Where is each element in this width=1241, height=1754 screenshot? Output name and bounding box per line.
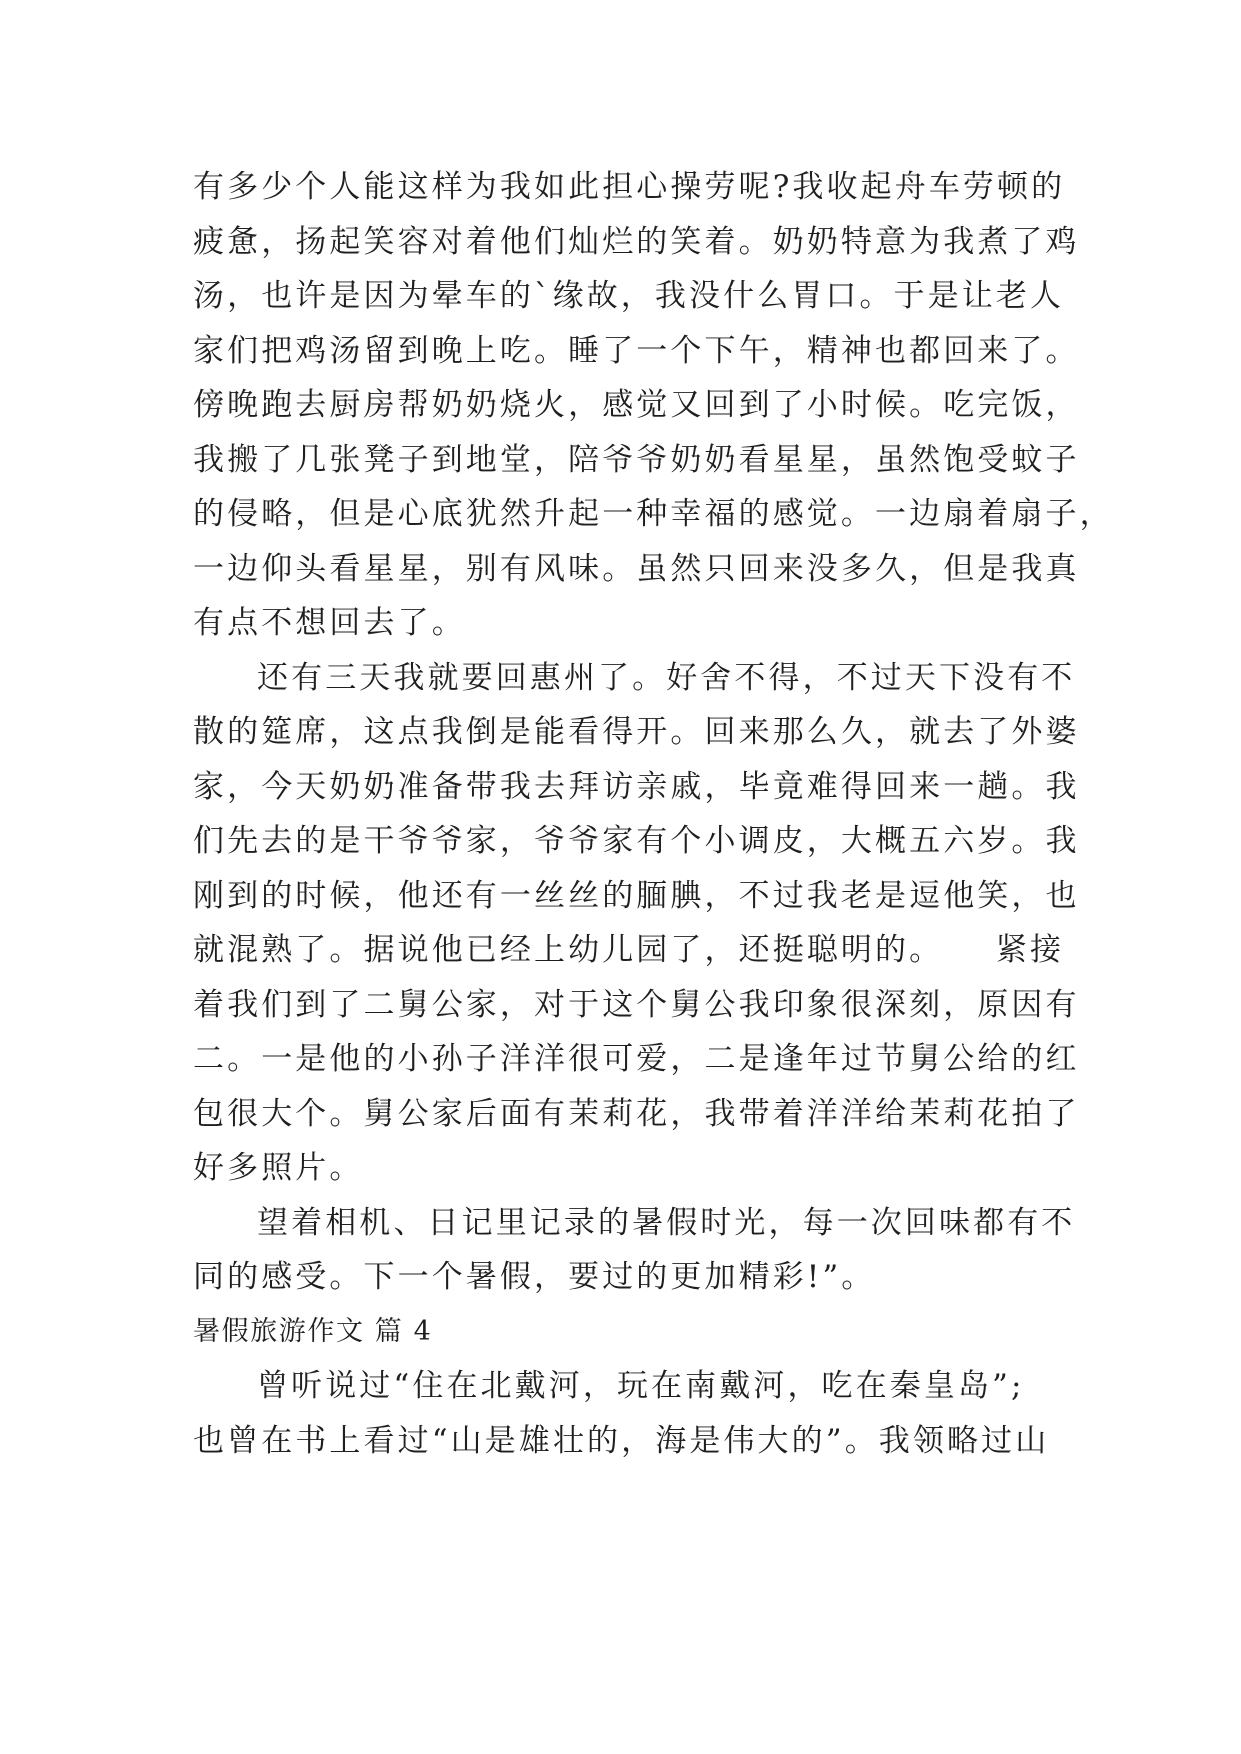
paragraph-1	[193, 160, 1114, 651]
text-line: 望着相机、日记里记录的暑假时光，每一次回味都有不	[257, 1204, 1076, 1241]
text-line: 我搬了几张凳子到地堂，陪爷爷奶奶看星星，虽然饱受蚊子	[193, 441, 1080, 478]
text-line: 刚到的时候，他还有一丝丝的腼腆，不过我老是逗他笑，也	[193, 877, 1080, 914]
paragraph-3	[193, 1196, 1076, 1305]
text-line: 一边仰头看星星，别有风味。虽然只回来没多久，但是我真	[193, 550, 1080, 587]
paragraph-2	[193, 651, 1080, 1196]
text-line: 也曾在书上看过“山是雄壮的，海是伟大的”。我领略过山	[193, 1422, 1050, 1459]
text-line: 家们把鸡汤留到晚上吃。睡了一个下午，精神也都回来了。	[193, 332, 1080, 369]
section-heading: 暑假旅游作文 篇 4	[193, 1315, 433, 1347]
document-body	[193, 160, 1114, 1468]
text-line: 同的感受。下一个暑假，要过的更加精彩!”。	[193, 1259, 876, 1295]
text-line: 疲惫，扬起笑容对着他们灿烂的笑着。奶奶特意为我煮了鸡	[193, 223, 1080, 260]
text-line: 曾听说过“住在北戴河，玩在南戴河，吃在秦皇岛”;	[257, 1368, 1025, 1404]
text-line: 们先去的是干爷爷家，爷爷家有个小调皮，大概五六岁。我	[193, 823, 1080, 859]
text-line: 散的筵席，这点我倒是能看得开。回来那么久，就去了外婆	[193, 714, 1080, 750]
text-line: 着我们到了二舅公家，对于这个舅公我印象很深刻，原因有	[193, 986, 1080, 1023]
paragraph-4	[193, 1359, 1073, 1468]
text-line: 好多照片。	[193, 1150, 364, 1186]
text-line: 包很大个。舅公家后面有茉莉花，我带着洋洋给茉莉花拍了	[193, 1095, 1080, 1132]
text-line: 有点不想回去了。	[193, 605, 466, 641]
text-line: 汤，也许是因为晕车的`缘故，我没什么胃口。于是让老人	[193, 278, 1065, 314]
text-line: 还有三天我就要回惠州了。好舍不得，不过天下没有不	[257, 659, 1076, 696]
text-line: 二。一是他的小孙子洋洋很可爱，二是逢年过节舅公给的红	[193, 1041, 1080, 1077]
text-line: 家，今天奶奶准备带我去拜访亲戚，毕竟难得回来一趟。我	[193, 768, 1080, 805]
text-line: 有多少个人能这样为我如此担心操劳呢?我收起舟车劳顿的	[193, 169, 1066, 205]
text-line: 傍晚跑去厨房帮奶奶烧火，感觉又回到了小时候。吃完饭，	[193, 387, 1080, 423]
text-line: 就混熟了。据说他已经上幼儿园了，还挺聪明的。 紧接	[193, 932, 1065, 968]
text-line: 的侵略，但是心底犹然升起一种幸福的感觉。一边扇着扇子，	[193, 496, 1114, 532]
